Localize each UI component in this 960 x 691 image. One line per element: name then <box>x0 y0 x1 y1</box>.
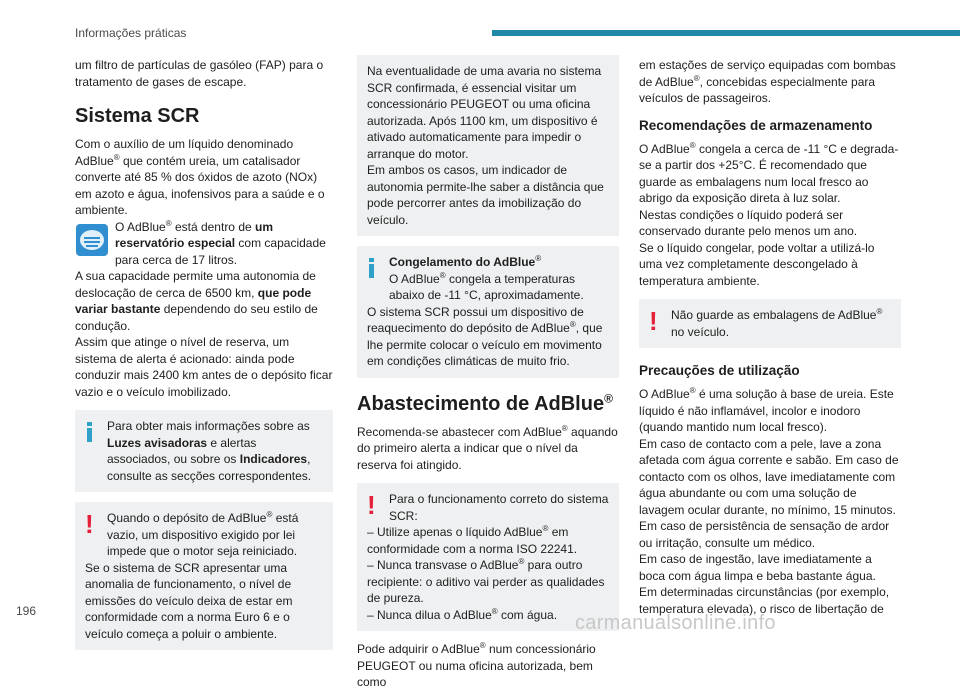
heading-armazenamento: Recomendações de armazenamento <box>639 117 873 133</box>
page-number: 196 <box>16 604 37 618</box>
paragraph: Se o líquido congelar, pode voltar a utilizá-lo uma vez completamente descongelado à temperatura ambiente. <box>639 240 875 288</box>
warning-list-item: – Utilize apenas o líquido AdBlue® em conformidade com a norma ISO 22241. <box>367 524 578 556</box>
header-title: Informações práticas <box>75 26 187 40</box>
warning-list-item: – Nunca transvase o AdBlue® para outro recipiente: o aditivo vai perder as qualidades de pureza. <box>367 557 605 605</box>
note-text: Na eventualidade de uma avaria no sistema SCR confirmada, é essencial visitar um concessionário PEUGEOT ou uma oficina autorizada. Após 1100 km, um dispositivo é ativado automaticamente para impedir o arranque do motor. <box>367 64 602 161</box>
paragraph: Assim que atinge o nível de reserva, um sistema de alerta é acionado: ainda pode conduzir mais 2400 km antes de o depósito ficar vazio e o veículo imobilizado. <box>75 335 333 399</box>
warning-box <box>357 483 619 631</box>
info-text: Para obter mais informações sobre as Luzes avisadoras e alertas associados, ou sobre os Indicadores, consulte as secções correspondentes. <box>107 419 312 483</box>
note-box <box>357 55 619 236</box>
paragraph: Pode adquirir o AdBlue® num concessionário PEUGEOT ou numa oficina autorizada, bem como <box>357 641 596 689</box>
warning-text: Quando o depósito de AdBlue® está vazio, um dispositivo exigido por lei impede que o motor seja reiniciado. <box>107 510 299 558</box>
warning-box <box>75 502 333 650</box>
note-text: Em ambos os casos, um indicador de autonomia permite-lhe saber a distância que pode percorrer antes da imobilização do veículo. <box>367 163 604 227</box>
warning-list-item: – Nunca dilua o AdBlue® com água. <box>367 606 558 622</box>
info-box <box>75 410 333 492</box>
paragraph: Em determinadas circunstâncias (por exemplo, temperatura elevada), o risco de libertação de <box>639 585 890 616</box>
warning-text: Para o funcionamento correto do sistema SCR: <box>389 492 609 523</box>
warning-icon: ! <box>85 509 94 539</box>
heading-sistema-scr: Sistema SCR <box>75 105 200 127</box>
intro-text: um filtro de partículas de gasóleo (FAP) para o tratamento de gases de escape. <box>75 58 324 89</box>
paragraph: A sua capacidade permite uma autonomia de deslocação de cerca de 6500 km, que pode variar bastante dependendo do seu estilo de condução. <box>75 269 318 333</box>
warning-text: Não guarde as embalagens de AdBlue® no veículo. <box>671 307 883 339</box>
warning-box <box>639 299 901 348</box>
paragraph: O AdBlue® é uma solução à base de ureia. Este líquido é não inflamável, incolor e inodoro (quando mantido num local fresco). <box>639 386 894 434</box>
paragraph: Nestas condições o líquido poderá ser conservado durante pelo menos um ano. <box>639 207 858 238</box>
column-3 <box>639 57 901 617</box>
info-icon <box>87 422 92 442</box>
adblue-tank-icon <box>75 223 109 257</box>
heading-abastecimento: Abastecimento de AdBlue® <box>357 390 613 415</box>
info-box-freeze <box>357 246 619 378</box>
warning-text: Se o sistema de SCR apresentar uma anomalia de funcionamento, o nível de emissões do veículo deixa de estar em conformidade com a norma Euro 6 e o veículo começa a poluir o ambiente. <box>85 560 293 641</box>
info-text: O AdBlue® congela a temperaturas abaixo de -11 °C, aproximadamente. <box>389 270 584 302</box>
header-accent-bar <box>492 30 960 36</box>
paragraph: em estações de serviço equipadas com bombas de AdBlue®, concebidas especialmente para veículos de passageiros. <box>639 58 896 105</box>
paragraph: Recomenda-se abastecer com AdBlue® aquando do primeiro alerta a indicar que o nível da reserva foi atingido. <box>357 423 618 472</box>
paragraph: Em caso de ingestão, lave imediatamente a boca com água limpa e beba bastante água. <box>639 552 876 583</box>
info-text: O sistema SCR possui um dispositivo de reaquecimento do depósito de AdBlue®, que lhe permite colocar o veículo em movimento em condições climáticas de muito frio. <box>367 304 603 368</box>
info-icon <box>369 258 374 278</box>
heading-precaucoes: Precauções de utilização <box>639 363 800 378</box>
info-title: Congelamento do AdBlue® <box>389 254 542 269</box>
column-2 <box>357 55 619 691</box>
paragraph: Em caso de contacto com a pele, lave a zona afetada com água corrente e sabão. Em caso de contacto com os olhos, lave imediatamente com água abundante ou com uma solução de lavagem ocular durante, no mínimo, 15 minutos. Em caso de persistência de sensação de ardor ou irritação, consulte um médico. <box>639 436 899 550</box>
paragraph: O AdBlue® congela a cerca de -11 °C e degrada-se a partir dos +25°C. É recomendado que guarde as embalagens num local fresco ao abrigo da exposição direta à luz solar. <box>639 140 899 205</box>
watermark: carmanualsonline.info <box>575 612 776 634</box>
warning-icon: ! <box>367 490 376 520</box>
warning-icon: ! <box>649 306 658 336</box>
paragraph: Com o auxílio de um líquido denominado AdBlue® que contém ureia, um catalisador converte até 85 % dos óxidos de azoto (NOx) em azoto e água, inofensivos para a saúde e o ambiente. <box>75 137 325 217</box>
paragraph-tank: O AdBlue® está dentro de um reservatório especial com capacidade para cerca de 17 litros. <box>75 219 333 269</box>
column-1 <box>75 57 333 660</box>
